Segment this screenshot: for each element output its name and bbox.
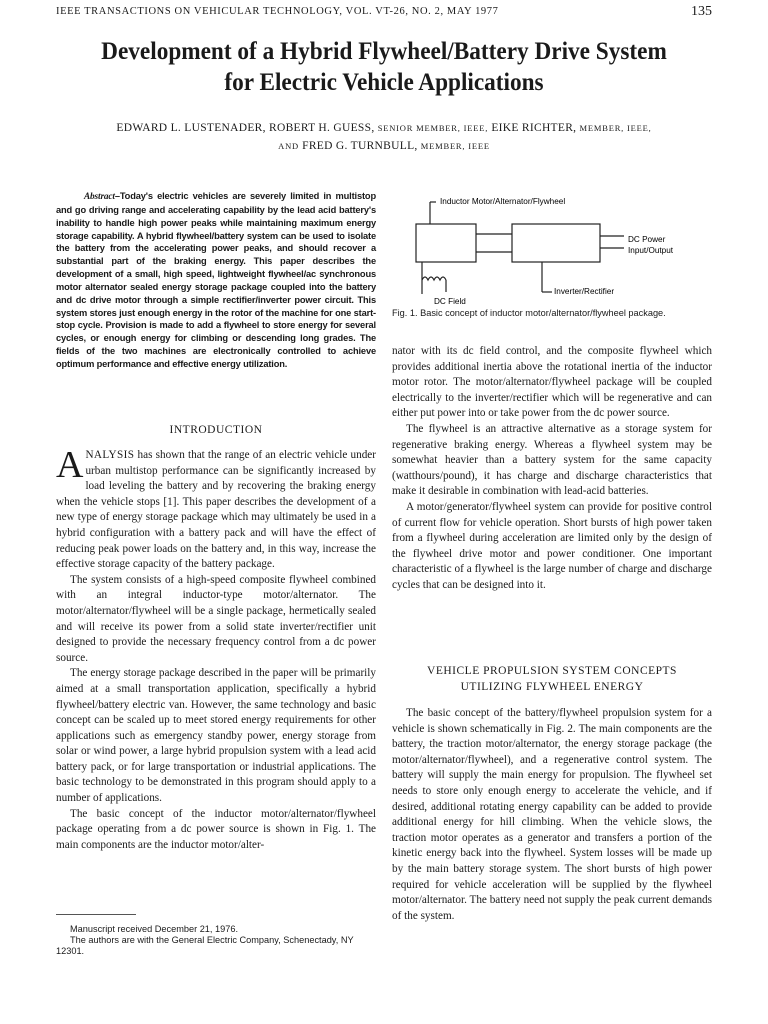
section-heading-line-2: UTILIZING FLYWHEEL ENERGY [460,681,644,693]
right-paragraph-2: The flywheel is an attractive alternative as a storage system for regenerative braking energy. Whereas a flywheel system may be somewhat heavier than a battery system for the same capacity (watthours/pound), it has charge and discharge characteristics that make it desirable in combination with lead-acid batteries. [392,422,712,498]
section-heading-vehicle-propulsion [392,663,712,695]
label-input-output: Input/Output [628,246,674,255]
figure-1-diagram [392,192,712,322]
author-3: FRED G. TURNBULL, [302,140,418,152]
field-coil [422,277,446,280]
figure-1-caption: Fig. 1. Basic concept of inductor motor/alternator/flywheel package. [392,308,666,318]
footnotes [56,924,376,957]
motor-block [416,224,476,262]
abstract [56,190,376,371]
section-heading-line-1: VEHICLE PROPULSION SYSTEM CONCEPTS [427,665,677,677]
author-1: EDWARD L. LUSTENADER, ROBERT H. GUESS, [116,122,375,134]
abstract-text: –Today's electric vehicles are severely limited in multistop and go driving range and accelerating capability by the lead acid battery's inability to handle high power peaks while maintaining maximum energy storage capability. A hybrid flywheel/battery system can be used to isolate the battery from the accelerating power peaks, and should recover a substantial part of the braking energy. This paper describes the development of a small, high speed, lightweight flywheel/ac synchronous motor alternator sealed energy storage package coupled into the battery and dc drive motor through a simple rectifier/inverter power circuit. This system stores just enough energy in the rotor of the machine for one start-stop cycle. Provision is made to add a flywheel to store energy for several cycles, or enough energy for climbing or descending long grades. The fields of the two machines are electronically controlled to achieve optimum performance and effective energy utilization. [56,191,376,369]
author-list [50,119,718,155]
intro-lead-word: NALYSIS [85,449,135,461]
introduction-body [56,444,376,853]
running-head [56,6,712,17]
footnote-rule [56,914,136,915]
intro-paragraph-2: The system consists of a high-speed composite flywheel combined with an integral inductor-type motor/alternator. The motor/alternator/flywheel will be a single package, hermetically sealed and will receive its power from a solid state inverter/rectifier unit designed to provide the necessary frequency control from a dc power source. [56,573,376,664]
title-line-1: Development of a Hybrid Flywheel/Battery Drive System [101,38,667,65]
author-2-role: MEMBER, IEEE, [579,123,652,133]
author-2: EIKE RICHTER, [491,122,577,134]
author-and: AND [278,141,299,151]
intro-p1-text: has shown that the range of an electric vehicle under urban multistop performance can be significantly increased by load leveling the battery and by recovering the braking energy when the vehicle stops [1]. This paper describes the development of a new type of energy storage package which may ultimately be used in a hybrid configuration with a battery pack and will have the effect of reducing peak power loads on the battery and, in this way, increase the effective storage capacity of the battery package. [56,449,376,571]
title-line-2: for Electric Vehicle Applications [224,69,544,96]
right-column-body [392,344,712,594]
author-1-role: SENIOR MEMBER, IEEE, [377,123,489,133]
abstract-lead: Abstract [84,192,115,202]
vps-paragraph-1: The basic concept of the battery/flywheel propulsion system for a vehicle is shown schematically in Fig. 2. The main components are the battery, the traction motor/alternator, the energy storage package (the motor/alternator/flywheel), and a regenerative control system. The battery will supply the main energy for propulsion. The flywheel set needs to store only enough energy to accelerate the vehicle, and if desired, additional rotating energy capability can be added to provide additional energy for hill climbing. When the vehicle slows, the traction motor operates as a generator and transfers a portion of the kinetic energy back into the flywheel. System losses will be made up by the main battery storage system. The short bursts of high power required for vehicle acceleration will be supplied by the flywheel motor/alternator. The battery need not supply the peak current demands of the system. [392,707,712,922]
vps-body [392,706,712,924]
intro-paragraph-4: The basic concept of the inductor motor/alternator/flywheel package operating from a dc power source is shown in Fig. 1. The main components are the inductor motor/alter- [56,807,376,851]
inverter-block [512,224,600,262]
label-dc-field: DC Field [434,297,466,306]
footnote-2: The authors are with the General Electric Company, Schenectady, NY 12301. [56,935,354,956]
right-paragraph-1: nator with its dc field control, and the composite flywheel which provides additional inertia above the rotational inertia of the inductor motor rotor. The motor/alternator/flywheel package will be coupled electrically to the inverter/rectifier which will be regenerative and can either put power into or take power from the dc power source. [392,345,712,420]
intro-paragraph-3: The energy storage package described in the paper will be primarily aimed at a small transportation application, specifically a hybrid flywheel/battery electric van. However, the same technology and basic concept can be scaled up to meet stored energy requirements for other applications such as emergency standby power, energy storage from solar or wind power, a large hybrid propulsion system with a lead acid battery pack, or for large transportation or industrial applications. The basic technology to be demonstrated in this program should apply to a number of applications. [56,667,376,805]
footnote-1: Manuscript received December 21, 1976. [70,924,239,934]
label-dc-power: DC Power [628,235,666,244]
page-number: 135 [691,4,712,19]
right-paragraph-3: A motor/generator/flywheel system can provide for positive control of current flow for vehicle operation. Short bursts of high power taken from a flywheel during acceleration are limited only by the design of the flywheel drive motor and power conditioner. One important characteristic of a flywheel is the large number of charge and discharge cycles that can be designed into it. [392,500,712,591]
drop-cap: A [56,444,84,486]
intro-paragraph-1 [56,444,376,573]
label-motor-alternator-flywheel: Inductor Motor/Alternator/Flywheel [440,197,566,206]
section-heading-introduction: INTRODUCTION [169,424,263,436]
paper-title [64,36,704,98]
label-inverter-rectifier: Inverter/Rectifier [554,287,615,296]
journal-header: IEEE TRANSACTIONS ON VEHICULAR TECHNOLOGY, VOL. VT-26, NO. 2, MAY 1977 [56,6,499,17]
author-3-role: MEMBER, IEEE [420,141,490,151]
